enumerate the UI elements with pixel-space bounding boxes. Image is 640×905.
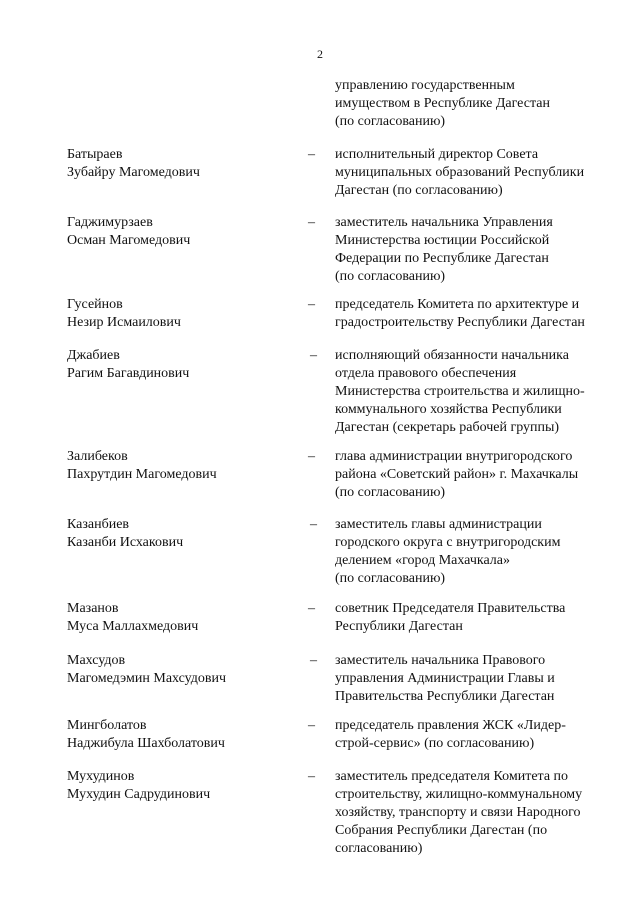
role-line: строительству, жилищно-коммунальному xyxy=(335,787,583,802)
role-line: управления Администрации Главы и xyxy=(335,671,555,686)
role-line: Федерации по Республике Дагестан xyxy=(335,251,549,266)
role-line: муниципальных образований Республики xyxy=(335,165,585,180)
role-line: председатель Комитета по архитектуре и xyxy=(335,297,580,312)
dash-separator: – xyxy=(308,449,315,464)
role-line: Собрания Республики Дагестан (по xyxy=(335,823,548,838)
role-line: строй-сервис» (по согласованию) xyxy=(335,736,535,751)
member-name xyxy=(67,146,297,182)
member-surname: Мухудинов xyxy=(67,769,135,784)
member-role xyxy=(335,516,627,588)
role-line: заместитель начальника Правового xyxy=(335,653,546,668)
dash-separator: – xyxy=(310,348,317,363)
member-role xyxy=(335,448,627,502)
role-line: коммунального хозяйства Республики xyxy=(335,402,562,417)
member-given-names: Магомедэмин Махсудович xyxy=(67,671,227,686)
role-line: (по согласованию) xyxy=(335,269,446,284)
member-surname: Мазанов xyxy=(67,601,119,616)
role-line: заместитель начальника Управления xyxy=(335,215,553,230)
member-given-names: Наджибула Шахболатович xyxy=(67,736,225,751)
member-role xyxy=(335,600,627,636)
member-role xyxy=(335,146,627,200)
page-number: 2 xyxy=(317,47,323,61)
member-role xyxy=(335,296,627,332)
member-role xyxy=(335,214,627,286)
role-line: района «Советский район» г. Махачкалы xyxy=(335,467,579,482)
role-line: Министерства юстиции Российской xyxy=(335,233,550,248)
member-given-names: Пахрутдин Магомедович xyxy=(67,467,217,482)
member-role xyxy=(335,347,627,437)
role-line: заместитель главы администрации xyxy=(335,517,542,532)
role-line: Министерства строительства и жилищно- xyxy=(335,384,585,399)
role-line: управлению государственным xyxy=(335,78,515,93)
member-surname: Казанбиев xyxy=(67,517,130,532)
role-line: имуществом в Республике Дагестан xyxy=(335,96,550,111)
dash-separator: – xyxy=(308,297,315,312)
member-surname: Гусейнов xyxy=(67,297,123,312)
member-given-names: Рагим Багавдинович xyxy=(67,366,190,381)
role-line: городского округа с внутригородским xyxy=(335,535,561,550)
dash-separator: – xyxy=(308,769,315,784)
role-line: глава администрации внутригородского xyxy=(335,449,573,464)
member-given-names: Казанби Исхакович xyxy=(67,535,184,550)
role-line: согласованию) xyxy=(335,841,423,856)
member-name xyxy=(67,768,297,804)
role-line: Правительства Республики Дагестан xyxy=(335,689,555,704)
role-line: председатель правления ЖСК «Лидер- xyxy=(335,718,566,733)
member-given-names: Зубайру Магомедович xyxy=(67,165,200,180)
member-role xyxy=(335,768,627,858)
member-name xyxy=(67,516,297,552)
dash-separator: – xyxy=(308,718,315,733)
dash-separator: – xyxy=(308,601,315,616)
member-surname: Махсудов xyxy=(67,653,126,668)
dash-separator: – xyxy=(310,517,317,532)
role-line: градостроительству Республики Дагестан xyxy=(335,315,585,330)
role-line: заместитель председателя Комитета по xyxy=(335,769,569,784)
member-given-names: Осман Магомедович xyxy=(67,233,191,248)
role-line: исполняющий обязанности начальника xyxy=(335,348,569,363)
member-name xyxy=(67,347,297,383)
member-surname: Залибеков xyxy=(67,449,128,464)
member-given-names: Муса Маллахмедович xyxy=(67,619,199,634)
member-name xyxy=(67,296,297,332)
role-line: исполнительный директор Совета xyxy=(335,147,539,162)
dash-separator: – xyxy=(310,653,317,668)
role-line: делением «город Махачкала» xyxy=(335,553,511,568)
role-line: (по согласованию) xyxy=(335,485,446,500)
member-surname: Батыраев xyxy=(67,147,123,162)
member-name xyxy=(67,717,297,753)
member-surname: Гаджимурзаев xyxy=(67,215,153,230)
member-name xyxy=(67,600,297,636)
role-line: Республики Дагестан xyxy=(335,619,463,634)
member-role xyxy=(335,652,627,706)
dash-separator: – xyxy=(308,215,315,230)
role-line: Дагестан (по согласованию) xyxy=(335,183,503,198)
role-line: (по согласованию) xyxy=(335,114,446,129)
member-name xyxy=(67,448,297,484)
member-name xyxy=(67,652,297,688)
role-line: отдела правового обеспечения xyxy=(335,366,517,381)
role-line: советник Председателя Правительства xyxy=(335,601,566,616)
role-line: (по согласованию) xyxy=(335,571,446,586)
continued-role-text xyxy=(335,77,625,131)
role-line: Дагестан (секретарь рабочей группы) xyxy=(335,420,560,435)
member-surname: Джабиев xyxy=(67,348,120,363)
member-given-names: Мухудин Садрудинович xyxy=(67,787,211,802)
role-line: хозяйству, транспорту и связи Народного xyxy=(335,805,581,820)
member-surname: Мингболатов xyxy=(67,718,147,733)
member-name xyxy=(67,214,297,250)
dash-separator: – xyxy=(308,147,315,162)
member-role xyxy=(335,717,627,753)
member-given-names: Незир Исмаилович xyxy=(67,315,181,330)
